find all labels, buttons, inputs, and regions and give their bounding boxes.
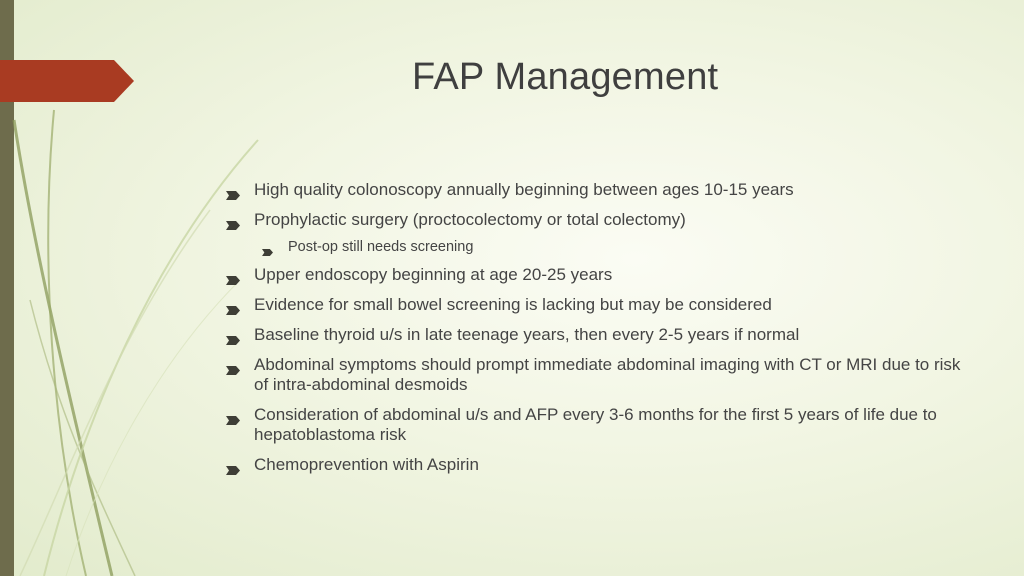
arrow-bullet-icon [226, 215, 240, 224]
arrow-bullet-icon [226, 300, 240, 309]
arrow-bullet-icon [226, 185, 240, 194]
bullet-item [226, 355, 966, 395]
accent-arrow-shape [0, 60, 134, 102]
bullet-item [226, 405, 966, 445]
bullet-list [226, 180, 966, 485]
bullet-item [226, 265, 966, 285]
bullet-text: High quality colonoscopy annually beginning between ages 10-15 years [254, 180, 794, 199]
bullet-item [226, 295, 966, 315]
arrow-bullet-icon [226, 360, 240, 369]
bullet-item [226, 210, 966, 230]
bullet-item [226, 455, 966, 475]
bullet-item [226, 180, 966, 200]
arrow-bullet-icon [226, 270, 240, 279]
arrow-bullet-icon [226, 330, 240, 339]
arrow-bullet-icon [226, 460, 240, 469]
arrow-bullet-icon [262, 243, 273, 250]
sub-bullet-item [226, 238, 966, 256]
bullet-text: Consideration of abdominal u/s and AFP every 3-6 months for the first 5 years of life due to hepatoblastoma risk [254, 405, 937, 444]
bullet-item [226, 325, 966, 345]
slide-title: FAP Management [412, 56, 719, 98]
bullet-text: Chemoprevention with Aspirin [254, 455, 479, 474]
bullet-text: Prophylactic surgery (proctocolectomy or total colectomy) [254, 210, 686, 229]
bullet-text: Post-op still needs screening [288, 239, 474, 255]
bullet-text: Baseline thyroid u/s in late teenage years, then every 2-5 years if normal [254, 325, 800, 344]
bullet-text: Abdominal symptoms should prompt immediate abdominal imaging with CT or MRI due to risk of intra-abdominal desmoids [254, 355, 961, 394]
arrow-bullet-icon [226, 410, 240, 419]
bullet-text: Evidence for small bowel screening is lacking but may be considered [254, 295, 772, 314]
bullet-text: Upper endoscopy beginning at age 20-25 years [254, 265, 613, 284]
